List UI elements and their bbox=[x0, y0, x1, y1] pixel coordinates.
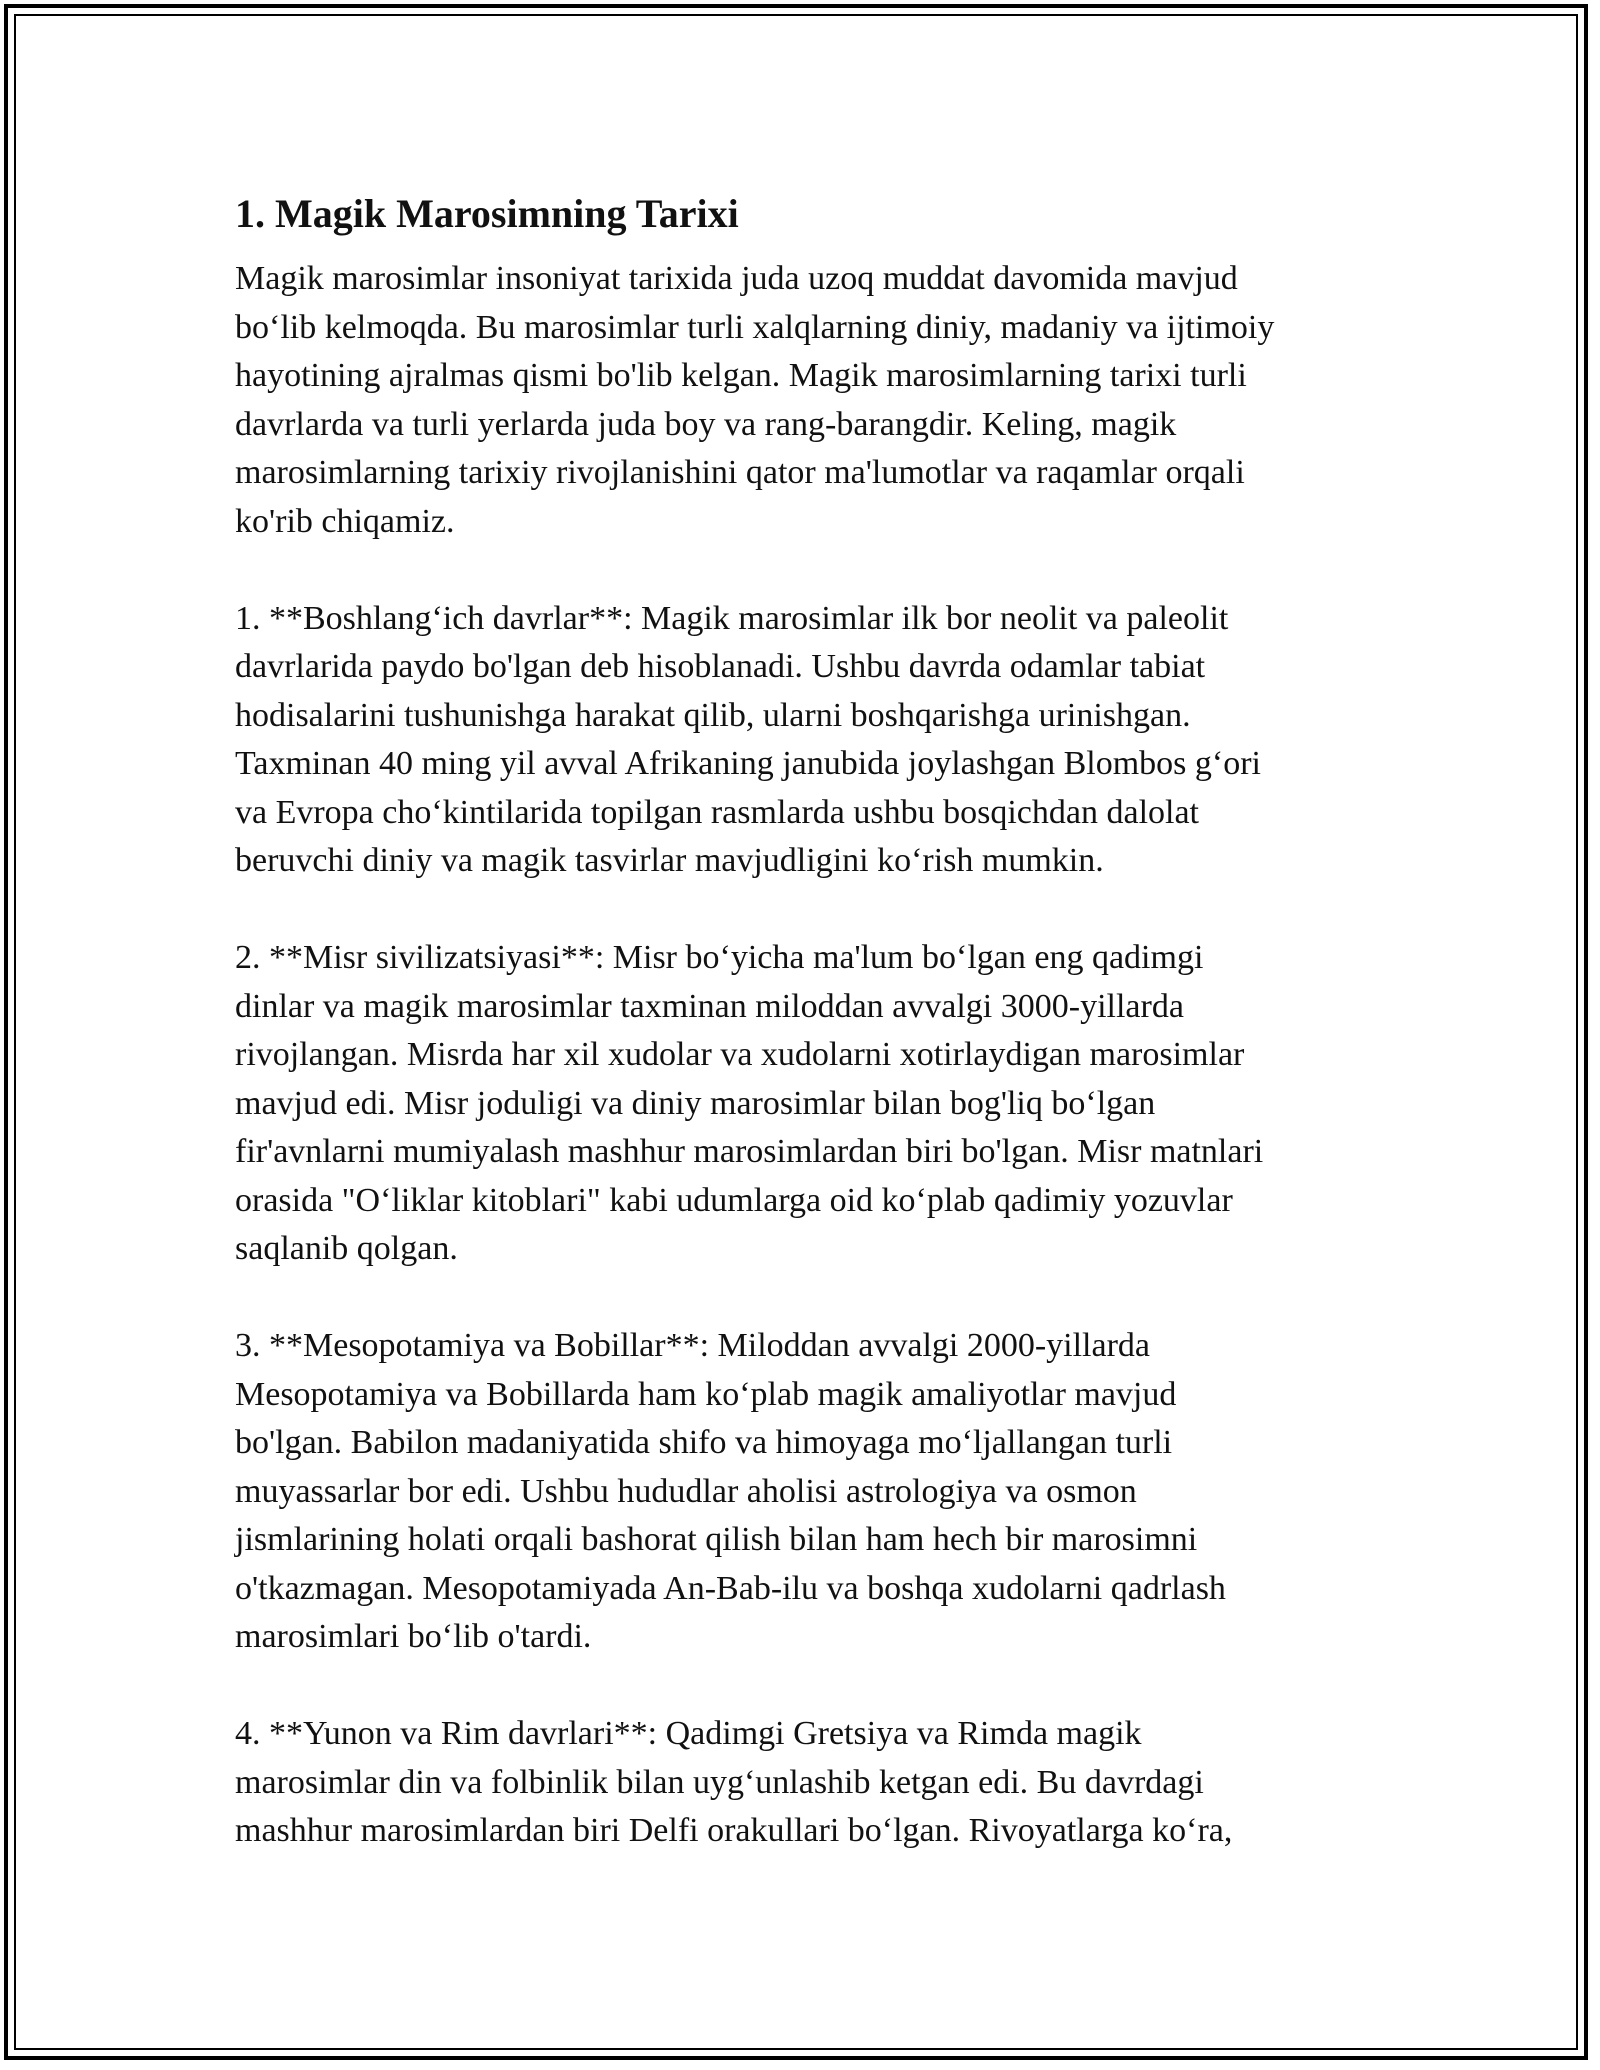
paragraph-line: davrlarda va turli yerlarda juda boy va rang-barangdir. Keling, magik bbox=[235, 405, 1177, 443]
paragraph-line: marosimlari bo‘lib o'tardi. bbox=[235, 1618, 592, 1655]
paragraph-line: muyassarlar bor edi. Ushbu hududlar aholisi astrologiya va osmon bbox=[235, 1472, 1137, 1510]
paragraph-line: marosimlar din va folbinlik bilan uyg‘unlashib ketgan edi. Bu davrdagi bbox=[235, 1763, 1204, 1801]
paragraph-line: fir'avnlarni mumiyalash mashhur marosimlardan biri bo'lgan. Misr matnlari bbox=[235, 1133, 1264, 1170]
document-body bbox=[235, 185, 1365, 1904]
paragraph-line: marosimlarning tarixiy rivojlanishini qator ma'lumotlar va raqamlar orqali bbox=[235, 454, 1245, 491]
section-heading: 1. Magik Marosimning Tarixi bbox=[235, 191, 739, 236]
paragraph-line: 2. **Misr sivilizatsiyasi**: Misr bo‘yicha ma'lum bo‘lgan eng qadimgi bbox=[235, 939, 1204, 976]
paragraph-line: Taxminan 40 ming yil avval Afrikaning janubida joylashgan Blombos g‘ori bbox=[235, 745, 1261, 782]
paragraph-line: rivojlangan. Misrda har xil xudolar va xudolarni xotirlaydigan marosimlar bbox=[235, 1036, 1245, 1073]
paragraph-line: o'tkazmagan. Mesopotamiyada An-Bab-ilu va boshqa xudolarni qadrlash bbox=[235, 1569, 1226, 1607]
paragraph-line: ko'rib chiqamiz. bbox=[235, 502, 455, 540]
paragraph-line: 3. **Mesopotamiya va Bobillar**: Miloddan avvalgi 2000-yillarda bbox=[235, 1327, 1150, 1364]
paragraph-line: mavjud edi. Misr joduligi va diniy marosimlar bilan bog'liq bo‘lgan bbox=[235, 1084, 1156, 1122]
paragraph-line: hayotining ajralmas qismi bo'lib kelgan. Magik marosimlarning tarixi turli bbox=[235, 357, 1247, 394]
paragraph-line: mashhur marosimlardan biri Delfi orakullari bo‘lgan. Rivoyatlarga ko‘ra, bbox=[235, 1812, 1233, 1849]
paragraph-line: beruvchi diniy va magik tasvirlar mavjudligini ko‘rish mumkin. bbox=[235, 842, 1104, 879]
paragraph-list bbox=[235, 255, 1365, 1856]
paragraph-line: Mesopotamiya va Bobillarda ham ko‘plab magik amaliyotlar mavjud bbox=[235, 1375, 1177, 1413]
paragraph-line: bo‘lib kelmoqda. Bu marosimlar turli xalqlarning diniy, madaniy va ijtimoiy bbox=[235, 308, 1275, 346]
paragraph-line: dinlar va magik marosimlar taxminan miloddan avvalgi 3000-yillarda bbox=[235, 987, 1184, 1025]
paragraph-line: 1. **Boshlang‘ich davrlar**: Magik marosimlar ilk bor neolit va paleolit bbox=[235, 599, 1229, 637]
paragraph-line: 4. **Yunon va Rim davrlari**: Qadimgi Gretsiya va Rimda magik bbox=[235, 1715, 1142, 1752]
body-paragraph bbox=[235, 1322, 1365, 1662]
paragraph-line: jismlarining holati orqali bashorat qilish bilan ham hech bir marosimni bbox=[235, 1521, 1198, 1558]
body-paragraph bbox=[235, 255, 1365, 546]
paragraph-line: davrlarida paydo bo'lgan deb hisoblanadi. Ushbu davrda odamlar tabiat bbox=[235, 648, 1206, 685]
paragraph-line: orasida "O‘liklar kitoblari" kabi udumlarga oid ko‘plab qadimiy yozuvlar bbox=[235, 1181, 1233, 1219]
paragraph-line: hodisalarini tushunishga harakat qilib, ularni boshqarishga urinishgan. bbox=[235, 696, 1191, 734]
paragraph-line: va Evropa cho‘kintilarida topilgan rasmlarda ushbu bosqichdan dalolat bbox=[235, 793, 1200, 831]
paragraph-line: Magik marosimlar insoniyat tarixida juda uzoq muddat davomida mavjud bbox=[235, 260, 1238, 297]
paragraph-line: bo'lgan. Babilon madaniyatida shifo va himoyaga mo‘ljallangan turli bbox=[235, 1424, 1173, 1461]
body-paragraph bbox=[235, 1710, 1365, 1856]
paragraph-line: saqlanib qolgan. bbox=[235, 1230, 458, 1267]
body-paragraph bbox=[235, 595, 1365, 886]
body-paragraph bbox=[235, 934, 1365, 1274]
